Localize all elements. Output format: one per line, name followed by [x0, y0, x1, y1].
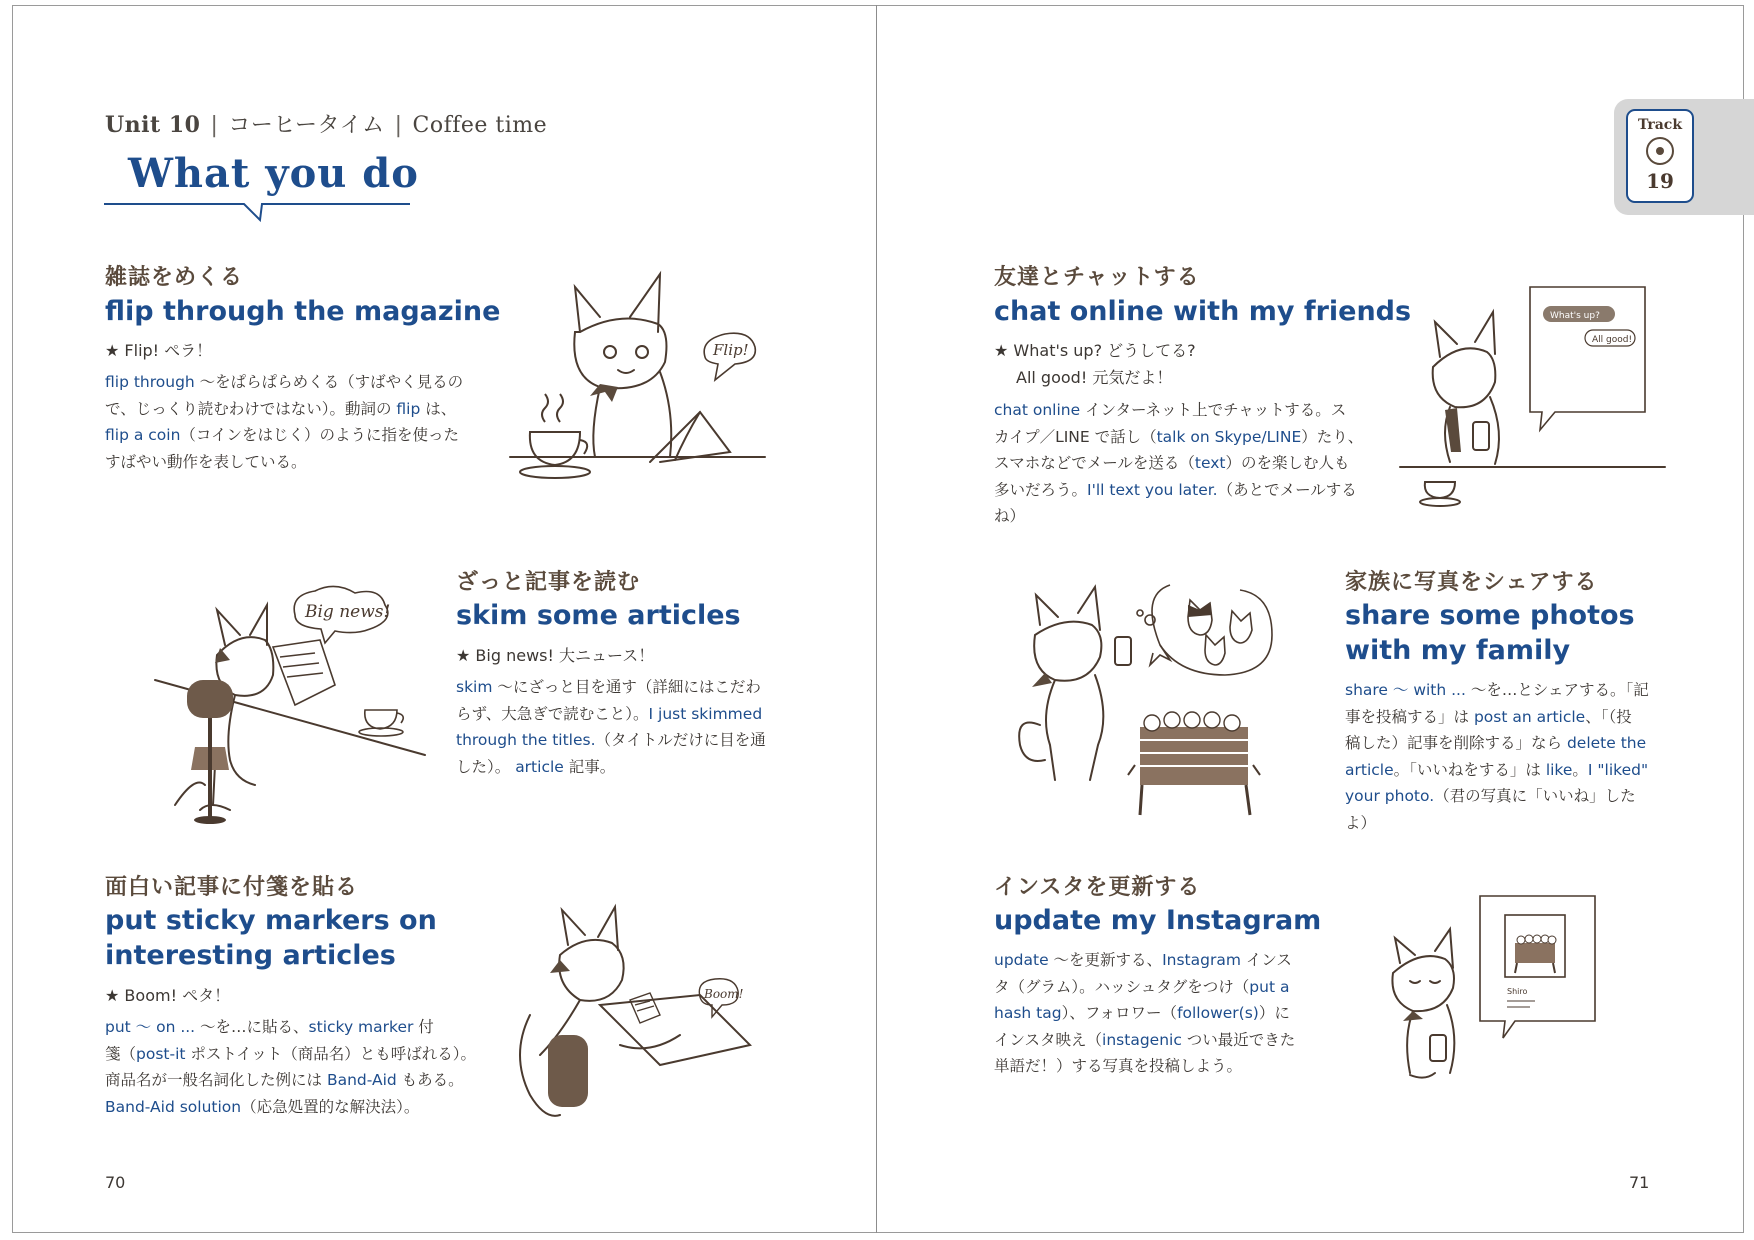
- keyword: I'll text you later.: [1087, 480, 1218, 499]
- title-underline: [104, 200, 414, 224]
- body-text: で、じっくり読むわけではない）。動詞の: [105, 399, 397, 418]
- body-text: した）。: [456, 757, 516, 776]
- keyword: like: [1545, 760, 1573, 779]
- cat-sticking-markers-illustration: [500, 905, 760, 1125]
- keyword: flip: [396, 399, 421, 418]
- unit-number: Unit 10: [105, 112, 201, 138]
- body-line: [105, 1094, 495, 1121]
- entry-heading-en-line2: interesting articles: [105, 940, 396, 971]
- body-text: 多いだろう。: [994, 480, 1088, 499]
- body-text: 〜を…に貼る、: [195, 1018, 309, 1036]
- body-line: [1345, 757, 1655, 784]
- keyword: update: [994, 951, 1049, 969]
- body-text: 記事。: [563, 757, 616, 776]
- entry-heading-en: flip through the magazine: [105, 296, 501, 327]
- entry-body: [105, 369, 485, 475]
- keyword: post-it: [136, 1044, 186, 1063]
- entry-heading-jp: 友達とチャットする: [994, 265, 1200, 290]
- body-line: [105, 422, 485, 449]
- body-line: [456, 754, 766, 781]
- separator: |: [210, 113, 219, 138]
- unit-title-jp: コーヒータイム: [228, 113, 385, 138]
- cat-chatting-illustration: [1395, 282, 1670, 502]
- body-text: つい最近できた: [1181, 1030, 1296, 1049]
- body-line: [105, 1067, 495, 1094]
- body-line: [994, 477, 1374, 504]
- body-line: [456, 727, 766, 754]
- body-text: カイプ／LINE で話し（: [994, 427, 1157, 446]
- example-phrase: ★ What's up? どうしてる?: [994, 341, 1196, 360]
- keyword: follower(s): [1177, 1004, 1259, 1022]
- keyword: article: [515, 757, 564, 776]
- body-line: [105, 396, 485, 423]
- keyword: text: [1194, 454, 1226, 472]
- unit-title-en: Coffee time: [412, 113, 548, 138]
- keyword: Band-Aid: [326, 1071, 397, 1089]
- body-text: スマホなどでメールを送る（: [994, 454, 1195, 472]
- speech-text: Boom!: [704, 987, 744, 1001]
- body-text: 〜をぱらぱらめくる（すばやく見るの: [194, 373, 464, 391]
- body-line: [994, 1000, 1334, 1027]
- entry-heading-jp: ざっと記事を読む: [456, 570, 641, 595]
- entry-heading-en-line1: put sticky markers on: [105, 905, 437, 936]
- keyword: share 〜 with ...: [1345, 681, 1466, 699]
- body-line: [105, 369, 485, 396]
- body-text: 稿した）記事を削除する」なら: [1345, 734, 1567, 752]
- cat-posting-instagram-illustration: [1375, 893, 1600, 1088]
- body-text: 箋（: [105, 1044, 137, 1063]
- body-text: ）、フォロワー（: [1061, 1004, 1178, 1022]
- chat-bubble-text: All good!: [1592, 335, 1633, 345]
- body-text: 商品名が一般名詞化した例には: [105, 1071, 327, 1089]
- entry-body: [105, 1014, 495, 1120]
- chat-bubble-text: What's up?: [1550, 311, 1600, 321]
- body-text: インスタ映え（: [994, 1030, 1103, 1049]
- cd-icon: [1646, 137, 1674, 165]
- section-title: What you do: [128, 150, 419, 197]
- example-phrase: ★ Flip! ペラ！: [105, 341, 213, 360]
- body-text: 〜にざっと目を通す（詳細にはこだわ: [492, 678, 761, 696]
- body-text: 単語だ！）する写真を投稿しよう。: [994, 1057, 1243, 1075]
- page-number-right: 71: [1629, 1173, 1650, 1192]
- track-number: 19: [1646, 169, 1674, 193]
- body-text: （応急処置的な解決法）。: [241, 1097, 420, 1116]
- body-line: [994, 503, 1374, 530]
- entry-body: [994, 397, 1374, 530]
- body-text: ）のを楽しむ人も: [1225, 454, 1350, 472]
- page-number-left: 70: [105, 1173, 126, 1192]
- body-line: [994, 424, 1374, 451]
- keyword: flip through: [105, 373, 195, 391]
- body-text: （コインをはじく）のように指を使った: [180, 426, 459, 444]
- body-line: [105, 1041, 495, 1068]
- book-spine: [876, 5, 877, 1233]
- example-phrase: ★ Boom! ペタ！: [105, 986, 231, 1005]
- speech-text: Flip!: [713, 341, 749, 359]
- body-text: ね）: [994, 507, 1026, 525]
- body-text: インターネット上でチャットする。ス: [1080, 401, 1347, 419]
- speech-text: Big news!: [305, 602, 391, 622]
- body-text: もある。: [396, 1071, 464, 1089]
- body-line: [994, 974, 1334, 1001]
- keyword: skim: [456, 678, 493, 696]
- keyword: through the titles.: [456, 731, 596, 749]
- keyword: flip a coin: [105, 426, 181, 444]
- entry-heading-en-line2: with my family: [1345, 635, 1571, 666]
- entry-heading-en: update my Instagram: [994, 905, 1322, 936]
- keyword: I "liked": [1587, 760, 1649, 779]
- body-text: 〜を…とシェアする。「記: [1465, 681, 1649, 699]
- body-line: [1345, 704, 1655, 731]
- body-text: 付: [413, 1018, 434, 1036]
- body-line: [994, 397, 1374, 424]
- entry-body: [1345, 677, 1655, 836]
- entry-heading-jp: インスタを更新する: [994, 875, 1201, 900]
- keyword: sticky marker: [308, 1018, 414, 1036]
- entry-body: [994, 947, 1334, 1080]
- cat-reading-magazine-illustration: [500, 262, 770, 482]
- body-line: [1345, 783, 1655, 836]
- keyword: instagenic: [1102, 1030, 1182, 1049]
- body-text: ポストイット（商品名）とも呼ばれる）。: [185, 1044, 477, 1063]
- entry-heading-jp: 雑誌をめくる: [105, 265, 244, 290]
- entry-heading-jp: 面白い記事に付箋を貼る: [105, 875, 359, 900]
- keyword: hash tag: [994, 1004, 1062, 1022]
- body-text: 事を投稿する」は: [1345, 707, 1474, 726]
- body-line: [1345, 677, 1655, 704]
- keyword: chat online: [994, 401, 1081, 419]
- body-text: （君の写真に「いいね」したよ）: [1345, 787, 1636, 832]
- keyword: put a: [1249, 977, 1290, 996]
- keyword: delete the: [1566, 734, 1647, 752]
- keyword: article: [1345, 760, 1394, 779]
- body-text: 。: [1572, 760, 1588, 779]
- track-badge: [1626, 109, 1694, 203]
- body-text: すばやい動作を表している。: [105, 452, 307, 471]
- body-text: 〜を更新する、: [1048, 951, 1163, 969]
- body-line: [456, 701, 766, 728]
- keyword: put 〜 on ...: [105, 1018, 196, 1036]
- body-text: インス: [1240, 951, 1292, 969]
- body-line: [456, 674, 766, 701]
- body-line: [105, 449, 485, 476]
- body-line: [994, 450, 1374, 477]
- body-line: [994, 947, 1334, 974]
- entry-heading-en-line1: share some photos: [1345, 600, 1635, 631]
- entry-heading-en: skim some articles: [456, 600, 741, 631]
- body-text: 。「いいねをする」は: [1393, 760, 1546, 779]
- body-text: ）に: [1258, 1004, 1290, 1022]
- keyword: talk on Skype/LINE: [1156, 427, 1302, 446]
- cat-reading-newspaper-illustration: [155, 585, 435, 825]
- body-text: （タイトルだけに目を通: [595, 731, 766, 749]
- body-text: らず、大急ぎで読むこと）。: [456, 704, 649, 723]
- keyword: I just skimmed: [648, 704, 763, 723]
- body-text: ）たり、: [1301, 427, 1364, 446]
- body-line: [994, 1027, 1334, 1054]
- body-text: （あとでメールする: [1217, 480, 1357, 499]
- unit-header: [105, 108, 547, 139]
- entry-heading-en: chat online with my friends: [994, 296, 1412, 327]
- keyword: post an article: [1473, 707, 1586, 726]
- body-line: [105, 1014, 495, 1041]
- keyword: your photo.: [1345, 787, 1435, 805]
- example-phrase: ★ Big news! 大ニュース！: [456, 646, 655, 665]
- body-text: 、「（投: [1585, 707, 1632, 726]
- keyword: Instagram: [1162, 951, 1241, 969]
- keyword: Band-Aid solution: [105, 1097, 242, 1116]
- entry-heading-jp: 家族に写真をシェアする: [1345, 570, 1598, 595]
- body-line: [1345, 730, 1655, 757]
- body-line: [994, 1053, 1334, 1080]
- body-text: は、: [420, 399, 457, 418]
- track-label: Track: [1637, 117, 1683, 133]
- entry-body: [456, 674, 766, 780]
- photo-caption: Shiro: [1507, 987, 1528, 996]
- separator: |: [394, 113, 403, 138]
- cat-sharing-photo-illustration: [1010, 575, 1285, 820]
- body-text: タ（グラム）。ハッシュタグをつけ（: [994, 977, 1250, 996]
- example-reply: All good! 元気だよ！: [1016, 368, 1173, 387]
